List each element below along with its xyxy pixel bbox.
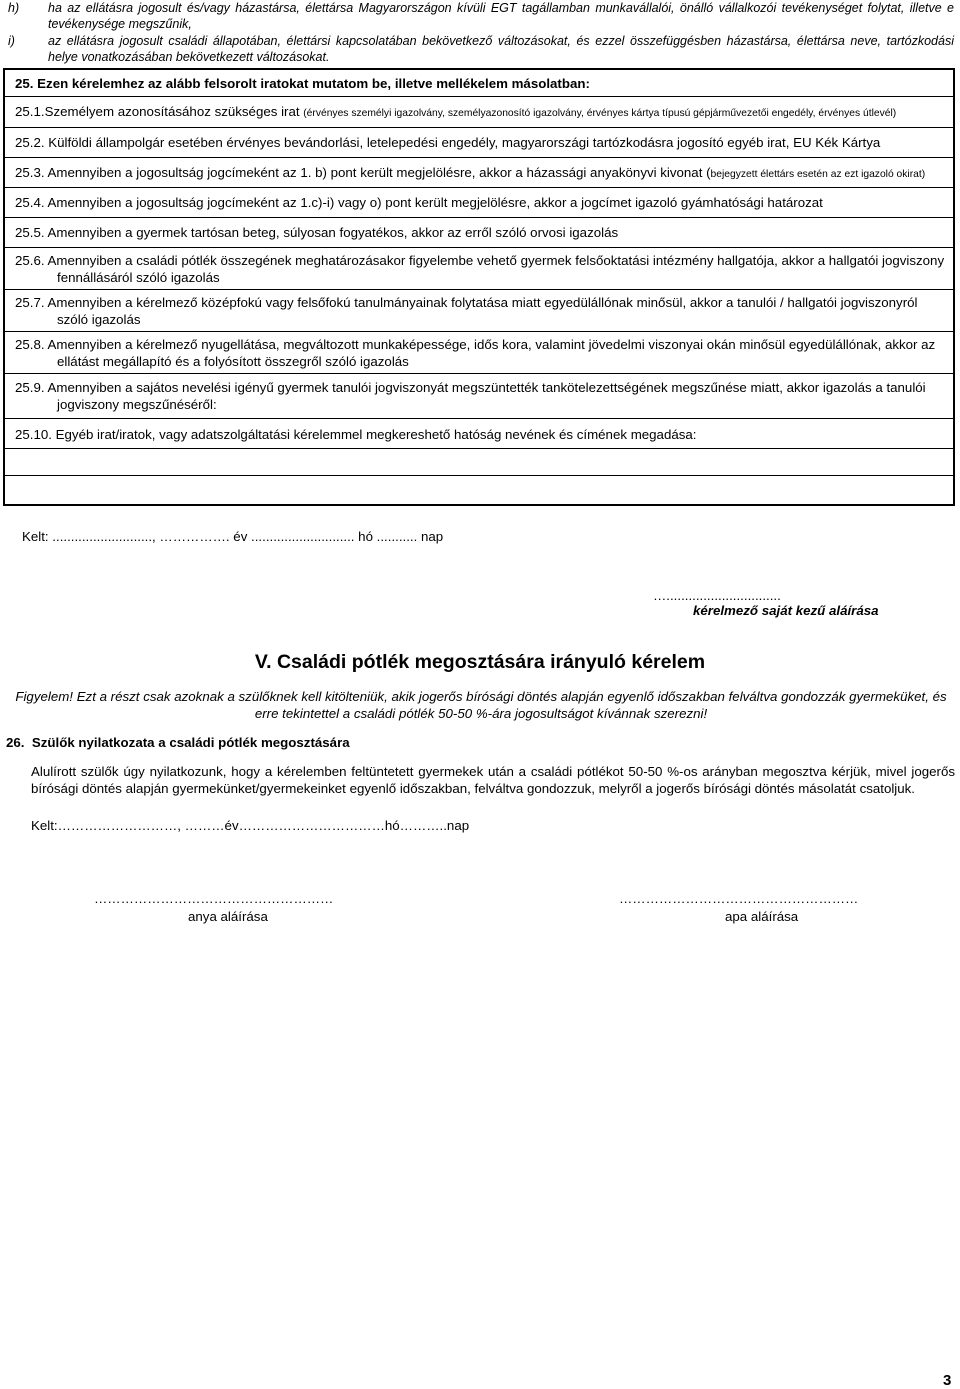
- signature-label: kérelmező saját kezű aláírása: [693, 603, 879, 618]
- item-h-label: h): [8, 1, 20, 15]
- date-line[interactable]: Kelt: ..........................., ……………. év ............................ hó ........... nap: [22, 529, 444, 544]
- mother-signature-dots[interactable]: ………………………………………………: [94, 891, 334, 906]
- doc-row-25-5: [5, 217, 953, 247]
- doc-item-note: (érvényes személyi igazolvány, személyazonosító igazolvány, érvényes kártya típusú gépjárművezetői engedély, érvényes útlevél): [303, 108, 897, 119]
- section-v-heading: V. Családi pótlék megosztására irányuló kérelem: [254, 651, 706, 673]
- date-line-2[interactable]: Kelt:………………………, ………év……………………………hó………..nap: [31, 818, 470, 833]
- doc-item-text: 25.6. Amennyiben a családi pótlék összegének meghatározásakor figyelembe vehető gyermek felsőoktatási intézmény hallgatója, akkor a hallgatói jogviszony fennállásáról szóló igazolás: [15, 253, 945, 285]
- section26-text: Alulírott szülők úgy nyilatkozunk, hogy a kérelemben feltüntetett gyermekek után a családi pótlékot 50-50 %-os arányban megosztva kérjük, mivel jogerős bírósági döntés alapján gyermekünket/gyermekeinket egyenlő időszakban, felváltva gondozzuk, melyről a jogerős bírósági döntés másolatát csatoljuk.: [31, 764, 955, 796]
- blank-row-1[interactable]: [5, 448, 953, 475]
- doc-row-25-2: [5, 127, 953, 157]
- doc-row-25-10: [5, 418, 953, 448]
- signature-dots[interactable]: …...............................: [653, 588, 781, 603]
- documents-box: [3, 68, 955, 506]
- doc-item-text: 25.4. Amennyiben a jogosultság jogcímeként az 1.c)-i) vagy o) pont került megjelölésre, akkor a jogcímet igazoló gyámhatósági határozat: [15, 195, 823, 210]
- doc-row-25-9: [5, 373, 953, 418]
- father-signature-dots[interactable]: ………………………………………………: [619, 891, 859, 906]
- doc-row-25-7: [5, 289, 953, 331]
- section25-title: 25. Ezen kérelemhez az alább felsorolt iratokat mutatom be, illetve mellékelem másolatban:: [15, 76, 590, 91]
- doc-item-text: 25.1.Személyem azonosításához szükséges irat: [15, 104, 304, 119]
- item-h-text: ha az ellátásra jogosult és/vagy házastársa, élettársa Magyarországon kívüli EGT tagállamban munkavállalói, önálló vállalkozói tevékenységet folytat, illetve e tevékenysége megszűnik,: [48, 1, 954, 31]
- page-number: 3: [943, 1372, 952, 1389]
- item-i-label: i): [8, 34, 15, 48]
- doc-item-text: 25.3. Amennyiben a jogosultság jogcímeként az 1. b) pont került megjelölésre, akkor a házassági anyakönyvi kivonat (: [15, 165, 711, 180]
- doc-item-text: 25.2. Külföldi állampolgár esetében érvényes bevándorlási, letelepedési engedély, magyarországi tartózkodásra jogosító egyéb irat, EU Kék Kártya: [15, 135, 881, 150]
- doc-item-text: 25.5. Amennyiben a gyermek tartósan beteg, súlyosan fogyatékos, akkor az erről szóló orvosi igazolás: [15, 225, 619, 240]
- item-i-text: az ellátásra jogosult családi állapotában, élettársi kapcsolatában bekövetkező változásokat, és ezzel összefüggésben házastársa, élettársa neve, tartózkodási helye vonatkozásában bekövetkezett változásokat.: [48, 34, 954, 64]
- father-signature-label: apa aláírása: [725, 909, 799, 924]
- blank-row-2[interactable]: [5, 475, 953, 504]
- doc-item-note: bejegyzett élettárs esetén az ezt igazoló okirat): [710, 169, 926, 180]
- section26-title: 26. Szülők nyilatkozata a családi pótlék megosztására: [6, 735, 350, 750]
- doc-row-25-1: [5, 96, 953, 127]
- doc-row-25-4: [5, 187, 953, 217]
- doc-item-text: 25.8. Amennyiben a kérelmező nyugellátása, megváltozott munkaképessége, idős kora, valamint jövedelmi viszonyai okán minősül egyedülállónak, akkor az ellátást megállapító és a folyósított összegről szóló igazolás: [15, 337, 936, 369]
- doc-item-text: 25.7. Amennyiben a kérelmező középfokú vagy felsőfokú tanulmányainak folytatása miatt egyedülállónak minősül, akkor a tanulói / hallgatói jogviszonyról szóló igazolás: [15, 295, 918, 327]
- doc-row-25-8: [5, 331, 953, 373]
- item-i: [8, 33, 954, 65]
- doc-item-text: 25.9. Amennyiben a sajátos nevelési igényű gyermek tanulói jogviszonyát megszüntették tankötelezettségének megszűnése miatt, akkor igazolás a tanulói jogviszony megszűnéséről:: [15, 380, 926, 412]
- doc-item-text: 25.10. Egyéb irat/iratok, vagy adatszolgáltatási kérelemmel megkereshető hatóság nevének és címének megadása:: [15, 427, 697, 442]
- doc-row-25-6: [5, 247, 953, 289]
- mother-signature-label: anya aláírása: [188, 909, 268, 924]
- doc-row-25-3: [5, 157, 953, 187]
- item-h: [8, 0, 954, 32]
- warning-text: Figyelem! Ezt a részt csak azoknak a szülőknek kell kitölteniük, akik jogerős bírósági döntés alapján egyenlő időszakban felváltva gondozzák gyermeküket, és erre tekintettel a családi pótlék 50-50 %-ára jogosultságot kívánnak szerezni!: [15, 689, 947, 721]
